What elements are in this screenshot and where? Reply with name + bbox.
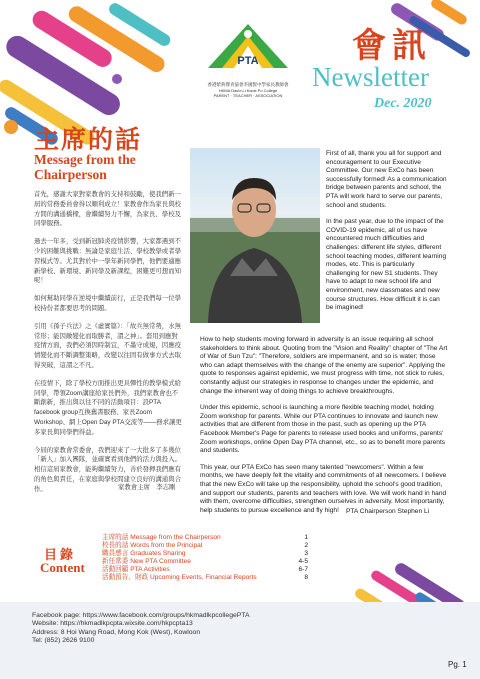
zh-paragraph: 在疫情下，除了學校方面推出更具彈性的教學模式給同學，帶領Zoom講座給家長們外，我們家教會也不斷創新，推出與以往不同的活動項目：設PTA facebook group互換舊書服務、家長Zoom Workshop、網上Open Day PTA交流等——務求讓更多家長與同學們得益。 [34, 379, 182, 436]
footer-address: Address: 8 Hoi Wang Road, Mong Kok (West), Kowloon [32, 628, 201, 636]
dot-purple [112, 74, 122, 84]
chair-heading-zh: 主席的話 [34, 125, 143, 154]
contents-page-number: 2 [304, 542, 308, 549]
chair-message-en-bottom [200, 336, 448, 523]
contents-page-number: 3 [304, 550, 308, 557]
contents-item[interactable]: 主席的話 Message from the Chairperson [102, 534, 221, 541]
chair-signature-zh: 家教會主席 李志剛 [118, 484, 176, 491]
contents-page-number: 6-7 [298, 566, 308, 573]
contents-item[interactable]: 校長的話 Words from the Principal [102, 542, 203, 549]
pta-logo-icon [200, 22, 296, 76]
en-paragraph: How to help students moving forward in adversity is an issue requiring all school stakeholders to think about. Quoting from the "Vision and Reality" chapter of "The Art of War of Sun Tzu": "Therefore, soldiers are impermanent, and so is water; those who can adapt themselves with the change of the enemy are superior". Applying the quote to responses against epidemic, we must progress with time, not stick to rules, constantly adjust our strategies in response to changes under the epidemic, and change the inherent way of doing things to achieve breakthroughs. [200, 336, 448, 395]
stripe-purple [2, 32, 124, 120]
zh-paragraph: 引用《孫子兵法》之《虛實篇》：「故兵無常勢，水無常形；能因敵變化而取勝者，謂之神」。套用到應對疫情方面，我們必須因時制宜，不墨守成規，因應疫情變化而不斷調整策略，改變以往固有做事方式去取得突破，這謂之不凡。 [34, 322, 181, 369]
chair-message-zh [34, 190, 184, 503]
contents-pages [294, 534, 308, 582]
contents-page-number: 4-5 [298, 558, 308, 565]
chair-signature-en: PTA Chairperson Stephen Li [346, 508, 430, 515]
footer-contact [32, 612, 250, 646]
contents-item[interactable]: 活動預告、財政 Upcoming Events, Financial Reports [102, 574, 257, 581]
chairperson-photo [190, 148, 320, 323]
chair-message-en-top [326, 150, 448, 321]
en-paragraph: This year, our PTA ExCo has seen many talented "newcomers". Within a few months, we have deeply felt the vitality and commitments of all newcomers. I believe that the new ExCo will take up the responsibility, uphold the school's good tradition, and support our students, parents and teachers with love. We will work hand in hand with them, overcome difficulties, strengthen ourselves in adversity. Most importantly, help students to pursue excellence and fly high! [200, 463, 447, 514]
contents-heading-zh: 目錄 [44, 547, 77, 562]
zh-paragraph: 首先，感謝大家對家教會的支持和鼓勵，使我們新一屆的常務委員會得以順利成立！家教會作為家長與校方間的溝通橋樑，會繼續努力不懈，為家長、學校及同學服務。 [34, 191, 181, 228]
contents-item[interactable]: 新任常委 New PTA Committee [102, 558, 191, 565]
en-paragraph: In the past year, due to the impact of the COVID-19 epidemic, all of us have encountered much difficulties and challenges: different life styles, different school teaching modes, different learning modes, etc. This is particularly challenging for new S1 students. They have to adapt to new school life and environment, new classmates and new course structures. How difficult it is can be imagined! [326, 218, 447, 312]
contents-page-number: 1 [304, 534, 308, 541]
contents-item[interactable]: 活動回顧 PTA Activities [102, 566, 170, 573]
contents-list [102, 534, 322, 582]
footer-website-link[interactable]: Website: https://hkmadlkpcpta.wixsite.com/hkpcpta13 [32, 620, 193, 628]
issue-date: Dec. 2020 [374, 96, 432, 111]
contents-page-number: 8 [304, 574, 308, 581]
en-paragraph: First of all, thank you all for support and encouragement to our Executive Committee. Our new ExCo has been successfully formed! As a communication bridge between parents and school, the PTA will work hard to serve our parents, school and students. [326, 150, 447, 209]
en-paragraph: Under this epidemic, school is launching a more flexible teaching model, holding Zoom workshop for parents. While our PTA continues to innovate and launch new activities that are different from those in the past, such as opening up the PTA Facebook Member's Page for parents to release used books and uniforms, parents' Zoom workshops, online Open Day PTA channel, etc., so as to benefit more parents and students. [200, 404, 446, 455]
zh-paragraph: 過去一年多，受到新冠肺炎疫情影響，大家都遇到不少的困難與挑戰：無論是家庭生活、學校教學或者學習模式等。尤其對於中一學年新同學們，他們要適應新學校、新環境、新同學及新課程，困難更可想而知呢！ [34, 238, 181, 285]
dot-orange [4, 120, 18, 134]
contents-heading-en: Content [40, 560, 85, 575]
svg-text:PTA: PTA [237, 55, 259, 67]
page-number: Pg. 1 [448, 660, 467, 669]
org-name-en: HKMA David Li Kwok Po College [218, 88, 278, 93]
zh-paragraph: 如何幫助同學在逆境中繼續前行，正是我們每一位學校持份者都要思考的問題。 [34, 295, 181, 312]
org-tagline: PARENT · TEACHER · ASSOCIATION [213, 93, 283, 98]
pta-logo [200, 22, 296, 112]
stripe-top-right-orange [429, 0, 468, 26]
org-name-zh: 香港紫荊傑青協會李國賢中學家長教師會 [207, 82, 289, 87]
newsletter-title-en: Newsletter [312, 62, 429, 92]
newsletter-title-zh: 會訊 [352, 26, 432, 66]
person-photo-icon [190, 148, 320, 323]
footer-facebook-link[interactable]: Facebook page: https://www.facebook.com/groups/hkmadlkpcollegePTA [32, 612, 250, 619]
footer-tel: Tel: (852) 2626 9100 [32, 637, 95, 645]
contents-item[interactable]: 職員感言 Graduates Sharing [102, 550, 186, 557]
chair-heading-en: Message from the Chairperson [34, 152, 136, 182]
zh-paragraph: 今屆的家教會常委會，我們迎來了一大批多了多幾位「新人」加入團隊，並確實看到他們的活力與投入。相信這屆家教會，能夠繼續努力，善於發揮我們應有的角色與責任，在家庭與學校間建立良好的溝通與合作。 [34, 446, 181, 493]
